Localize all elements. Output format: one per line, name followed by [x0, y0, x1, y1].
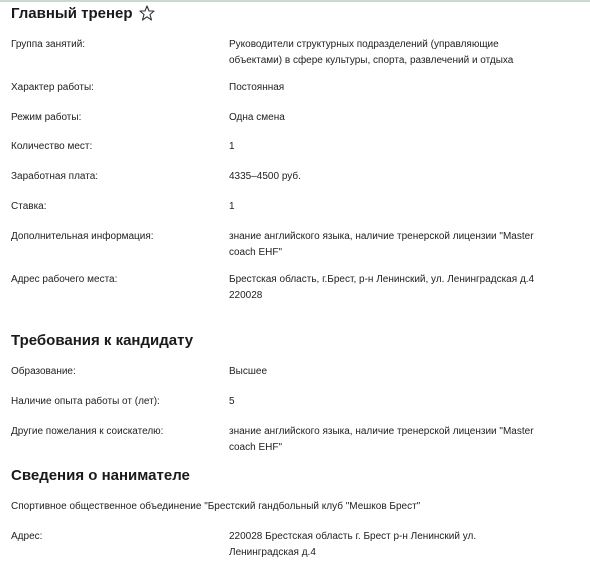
schedule-label: Режим работы: [11, 112, 82, 123]
extra-info-value: знание английского языка, наличие тренерской лицензии "Master coach EHF" [229, 231, 534, 258]
work-type-value: Постоянная [229, 82, 285, 93]
salary-value: 4335–4500 руб. [229, 171, 301, 182]
workplace-address-label: Адрес рабочего места: [11, 274, 118, 285]
rate-value: 1 [229, 201, 235, 212]
positions-value: 1 [229, 141, 235, 152]
experience-value: 5 [229, 396, 235, 407]
positions-label: Количество мест: [11, 141, 93, 152]
other-wishes-label: Другие пожелания к соискателю: [11, 426, 164, 437]
work-type-label: Характер работы: [11, 82, 94, 93]
experience-label: Наличие опыта работы от (лет): [11, 396, 160, 407]
other-wishes-value: знание английского языка, наличие тренерской лицензии "Master coach EHF" [229, 426, 534, 453]
extra-info-label: Дополнительная информация: [11, 231, 154, 242]
star-icon[interactable] [139, 5, 155, 21]
page-title: Главный тренер [11, 4, 133, 22]
group-value: Руководители структурных подразделений (управляющие объектами) в сфере культуры, спорта, развлечений и отдыха [229, 39, 514, 66]
workplace-address-value: Брестская область, г.Брест, р-н Ленинский, ул. Ленинградская д.4 220028 [229, 274, 535, 301]
rate-label: Ставка: [11, 201, 47, 212]
employer-address-value: 220028 Брестская область г. Брест р-н Ленинский ул. Ленинградская д.4 [229, 531, 477, 558]
vacancy-header [11, 2, 155, 24]
requirements-title: Требования к кандидату [11, 332, 194, 349]
education-label: Образование: [11, 366, 76, 377]
group-label: Группа занятий: [11, 39, 86, 50]
employer-title: Сведения о нанимателе [11, 467, 190, 484]
education-value: Высшее [229, 366, 268, 377]
schedule-value: Одна смена [229, 112, 285, 123]
employer-name: Спортивное общественное объединение "Брестский гандбольный клуб "Мешков Брест" [11, 501, 421, 512]
salary-label: Заработная плата: [11, 171, 99, 182]
employer-address-label: Адрес: [11, 531, 43, 542]
